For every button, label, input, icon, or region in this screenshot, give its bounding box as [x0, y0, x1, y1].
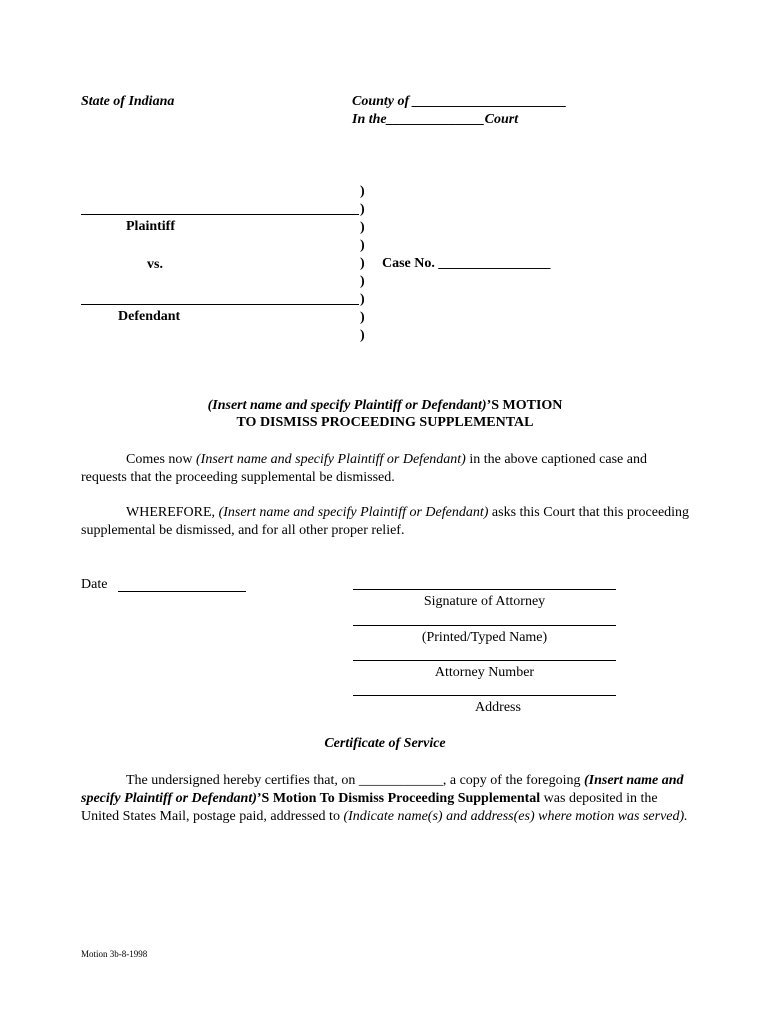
plaintiff-name-line: [81, 214, 359, 215]
caption-paren: ): [360, 328, 365, 343]
motion-title-line2: TO DISMISS PROCEEDING SUPPLEMENTAL: [236, 415, 534, 430]
state-label: State of Indiana: [81, 94, 175, 109]
defendant-name-line: [81, 304, 359, 305]
party-placeholder: (Insert name and specify Plaintiff or Defendant): [196, 452, 466, 467]
printed-name-label: (Printed/Typed Name): [421, 630, 548, 645]
printed-name-line: [353, 625, 616, 626]
caption-paren: ): [360, 184, 365, 199]
attorney-number-line: [353, 660, 616, 661]
service-placeholder: (Indicate name(s) and address(es) where motion was served).: [343, 809, 688, 824]
title-motion: ’S MOTION: [486, 398, 563, 413]
title-placeholder: (Insert name and specify Plaintiff or Defendant): [207, 398, 487, 413]
caption-paren: ): [360, 256, 365, 271]
certificate-heading: Certificate of Service: [324, 736, 446, 751]
caption-paren: ): [360, 202, 365, 217]
address-label: Address: [475, 700, 521, 715]
defendant-label: Defendant: [118, 309, 181, 324]
form-id: Motion 3b-8-1998: [81, 949, 148, 959]
caption-paren: ): [360, 238, 365, 253]
caption-paren: ): [360, 292, 365, 307]
signature-line: [353, 589, 616, 590]
attorney-number-label: Attorney Number: [434, 665, 535, 680]
paragraph-wherefore: WHEREFORE, (Insert name and specify Plaintiff or Defendant) asks this Court that this proceeding supplemental be dismissed, and for all other proper relief.: [81, 505, 690, 538]
caption-paren: ): [360, 274, 365, 289]
plaintiff-label: Plaintiff: [126, 219, 175, 234]
county-line: County of ______________________: [352, 94, 567, 109]
case-number: Case No. ________________: [382, 256, 551, 271]
caption-paren: ): [360, 310, 365, 325]
paragraph-comes-now: Comes now (Insert name and specify Plaintiff or Defendant) in the above captioned case and requests that the proceeding supplemental be dismissed.: [81, 452, 647, 485]
date-line: [118, 591, 246, 592]
party-placeholder: (Insert name and specify Plaintiff or Defendant): [81, 773, 684, 806]
certificate-paragraph: The undersigned hereby certifies that, on ____________, a copy of the foregoing (Insert name and specify Plaintiff or Defendant)’S Motion To Dismiss Proceeding Supplemental was deposited in the United States Mail, postage paid, addressed to (Indicate name(s) and address(es) where motion was served).: [81, 773, 688, 824]
caption-paren: ): [360, 220, 365, 235]
signature-of-attorney-label: Signature of Attorney: [423, 594, 546, 609]
court-line: In the______________Court: [352, 112, 519, 127]
party-placeholder: (Insert name and specify Plaintiff or Defendant): [218, 505, 489, 520]
address-line: [353, 695, 616, 696]
motion-title-line1: [0, 398, 770, 414]
date-label: Date: [81, 577, 108, 592]
vs-label: vs.: [147, 257, 163, 272]
